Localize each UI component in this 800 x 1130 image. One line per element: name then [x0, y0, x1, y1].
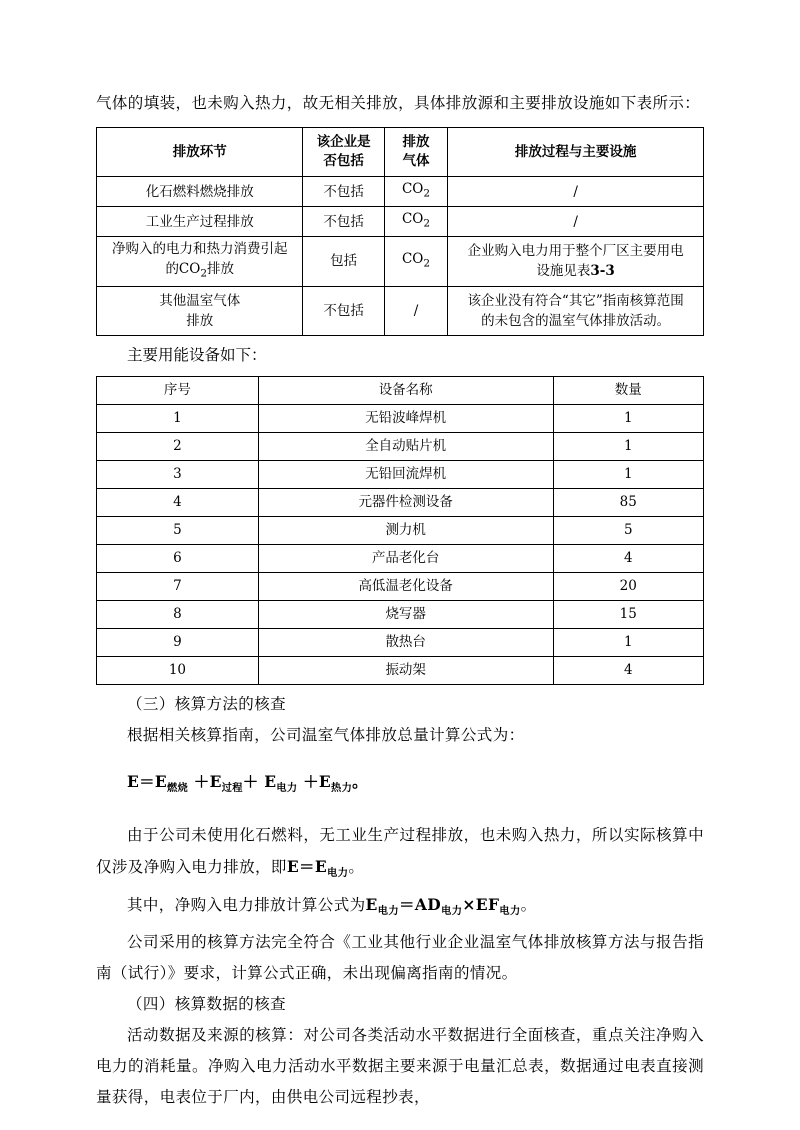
cell-name: 元器件检测设备 [258, 488, 553, 516]
header-gas: 排放 气体 [384, 128, 447, 177]
cell-no: 4 [97, 488, 259, 516]
paragraph-power-formula: 其中，净购入电力排放计算公式为$E_{电力}=AD_{电力}\times EF_{电力}$。 [127, 894, 537, 917]
table-row [97, 432, 704, 460]
emission-source-table [96, 127, 704, 336]
table-row [97, 544, 704, 572]
table-row [97, 404, 704, 432]
cell-no: 7 [97, 572, 259, 600]
cell-no: 10 [97, 656, 259, 684]
intro-paragraph: 气体的填装，也未购入热力，故无相关排放，具体排放源和主要排放设施如下表所示： [96, 94, 701, 112]
cell-name: 全自动贴片机 [258, 432, 553, 460]
cell-qty: 85 [553, 488, 703, 516]
table-row [97, 628, 704, 656]
cell-name: 散热台 [258, 628, 553, 656]
cell-no: 3 [97, 460, 259, 488]
cell-emission-link: 净购入的电力和热力消费引起 的$CO_2$排放 [97, 237, 303, 287]
cell-no: 8 [97, 600, 259, 628]
cell-qty: 5 [553, 516, 703, 544]
table-row [97, 600, 704, 628]
paragraph-compliance: 公司采用的核算方法完全符合《工业其他行业企业温室气体排放核算方法与报告指南（试行）》要求，计算公式正确，未出现偏离指南的情况。 [96, 932, 704, 982]
table-header-row [97, 376, 704, 404]
cell-included: 不包括 [303, 207, 384, 237]
cell-gas: $CO_2$ [384, 237, 447, 287]
cell-qty: 15 [553, 600, 703, 628]
section-3-heading: （三）核算方法的核查 [127, 694, 287, 713]
equipment-intro: 主要用能设备如下： [127, 345, 267, 364]
cell-no: 1 [97, 404, 259, 432]
cell-qty: 1 [553, 460, 703, 488]
paragraph-after-formula: 由于公司未使用化石燃料，无工业生产过程排放，也未购入热力，所以实际核算中仅涉及净购入电力排放，即$E=E_{电力}$。 [96, 825, 704, 879]
header-qty: 数量 [553, 376, 703, 404]
table-row [97, 207, 704, 237]
formula-total-emission: $E=E_{燃烧} +E_{过程}+ E_{电力} +E_{热力}$。 [127, 772, 368, 795]
formula-intro-paragraph: 根据相关核算指南，公司温室气体排放总量计算公式为： [127, 725, 525, 744]
table-row [97, 460, 704, 488]
header-process: 排放过程与主要设施 [448, 128, 704, 177]
cell-name: 无铅回流焊机 [258, 460, 553, 488]
cell-no: 6 [97, 544, 259, 572]
cell-included: 不包括 [303, 286, 384, 335]
cell-name: 无铅波峰焊机 [258, 404, 553, 432]
cell-qty: 4 [553, 656, 703, 684]
cell-process: / [448, 177, 704, 207]
table-header-row [97, 128, 704, 177]
cell-emission-link: 工业生产过程排放 [97, 207, 303, 237]
cell-name: 烧写器 [258, 600, 553, 628]
cell-process: 该企业没有符合“其它”指南核算范围 的未包含的温室气体排放活动。 [448, 286, 704, 335]
cell-emission-link: 其他温室气体 排放 [97, 286, 303, 335]
cell-gas: $CO_2$ [384, 177, 447, 207]
header-equipment-name: 设备名称 [258, 376, 553, 404]
table-row [97, 237, 704, 287]
header-no: 序号 [97, 376, 259, 404]
header-emission-link: 排放环节 [97, 128, 303, 177]
paragraph-data-review: 活动数据及来源的核算：对公司各类活动水平数据进行全面核查，重点关注净购入电力的消耗量。净购入电力活动水平数据主要来源于电量汇总表，数据通过电表直接测量获得，电表位于厂内，由供电公司远程抄表， [96, 1025, 704, 1106]
cell-name: 测力机 [258, 516, 553, 544]
cell-process: 企业购入电力用于整个厂区主要用电 设施见表3-3 [448, 237, 704, 287]
section-4-heading: （四）核算数据的核查 [127, 994, 287, 1013]
cell-qty: 1 [553, 404, 703, 432]
cell-name: 高低温老化设备 [258, 572, 553, 600]
cell-gas: / [384, 286, 447, 335]
cell-no: 5 [97, 516, 259, 544]
cell-no: 9 [97, 628, 259, 656]
cell-qty: 1 [553, 432, 703, 460]
cell-process: / [448, 207, 704, 237]
table-row [97, 572, 704, 600]
cell-qty: 20 [553, 572, 703, 600]
table-row [97, 656, 704, 684]
cell-name: 产品老化台 [258, 544, 553, 572]
cell-gas: $CO_2$ [384, 207, 447, 237]
cell-name: 振动架 [258, 656, 553, 684]
cell-included: 不包括 [303, 177, 384, 207]
cell-emission-link: 化石燃料燃烧排放 [97, 177, 303, 207]
equipment-table [96, 376, 704, 685]
cell-no: 2 [97, 432, 259, 460]
cell-included: 包括 [303, 237, 384, 287]
header-included: 该企业是 否包括 [303, 128, 384, 177]
cell-qty: 4 [553, 544, 703, 572]
table-row [97, 177, 704, 207]
cell-qty: 1 [553, 628, 703, 656]
table-row [97, 488, 704, 516]
table-row [97, 286, 704, 335]
table-row [97, 516, 704, 544]
